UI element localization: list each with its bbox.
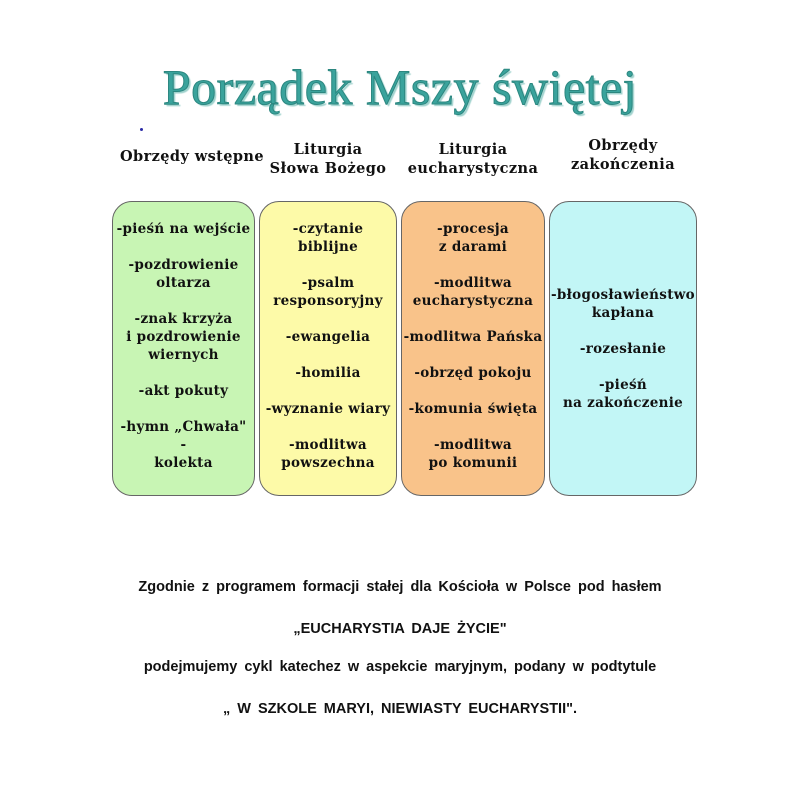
list-item: -czytanie biblijne: [292, 221, 364, 255]
footer-line-1: Zgodnie z programem formacji stałej dla Kościoła w Polsce pod hasłem: [138, 579, 662, 595]
footer-line-3: podejmujemy cykl katechez w aspekcie maryjnym, podany w podtytule: [143, 659, 657, 675]
list-item: -modlitwa eucharystyczna: [412, 275, 534, 309]
list-item: -pozdrowienie oltarza: [128, 257, 239, 291]
heading-obrzedy-zakonczenia: Obrzędy zakończenia: [570, 137, 676, 173]
page-title: Porządek Mszy świętej: [162, 59, 638, 115]
list-item: -akt pokuty: [138, 383, 229, 399]
heading-liturgia-slowa: Liturgia Słowa Bożego: [269, 141, 387, 177]
list-item: -rozesłanie: [579, 341, 667, 357]
list-item: -błogosławieństwo kapłana: [551, 287, 695, 321]
bullet-dot: [140, 128, 143, 131]
column-liturgia-eucharystyczna: [401, 201, 545, 496]
column-obrzedy-wstepne: [112, 201, 255, 496]
list-item: -psalm responsoryjny: [273, 275, 383, 309]
footer-line-4: „ W SZKOLE MARYI, NIEWIASTY EUCHARYSTII".: [222, 701, 578, 717]
list-item: -pieśń na wejście: [116, 221, 251, 237]
list-item: -modlitwa Pańska: [403, 329, 543, 345]
column-liturgia-slowa: [259, 201, 397, 496]
list-item: -modlitwa po komunii: [428, 437, 518, 471]
list-item: -ewangelia: [285, 329, 371, 345]
column-obrzedy-zakonczenia: [549, 201, 697, 496]
list-item: -obrzęd pokoju: [414, 365, 532, 381]
list-item: -pieśń na zakończenie: [562, 377, 684, 411]
list-item: -homilia: [295, 365, 361, 381]
list-item: -komunia święta: [408, 401, 538, 417]
footer-line-2: „EUCHARYSTIA DAJE ŻYCIE": [293, 621, 507, 637]
list-item: -modlitwa powszechna: [281, 437, 375, 471]
list-item: -procesja z darami: [437, 221, 509, 255]
list-item: -hymn „Chwała" - kolekta: [120, 419, 247, 471]
heading-obrzedy-wstepne: Obrzędy wstępne: [120, 148, 264, 165]
list-item: -wyznanie wiary: [265, 401, 391, 417]
heading-liturgia-eucharystyczna: Liturgia eucharystyczna: [407, 141, 539, 177]
list-item: -znak krzyża i pozdrowienie wiernych: [126, 311, 241, 363]
